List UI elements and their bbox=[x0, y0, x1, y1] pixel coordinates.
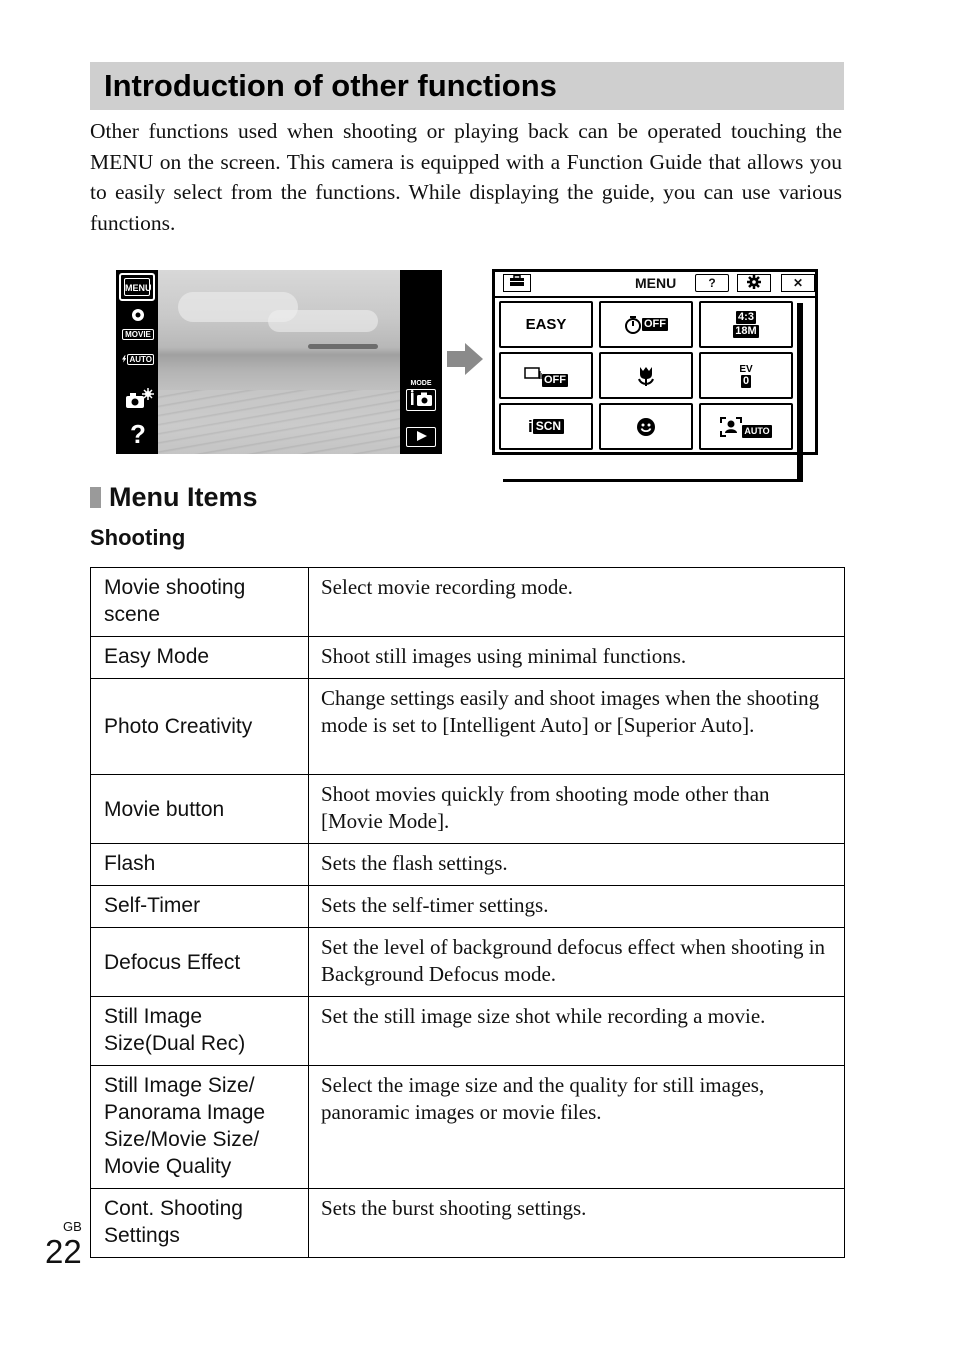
table-row bbox=[91, 844, 845, 886]
exposure-button[interactable] bbox=[699, 352, 793, 399]
table-row bbox=[91, 997, 845, 1066]
table-row bbox=[91, 679, 845, 775]
page-number: 22 bbox=[45, 1233, 82, 1270]
menu-title: MENU bbox=[635, 275, 677, 291]
aspect-badge: 4:3 bbox=[738, 311, 754, 323]
page-region: GB bbox=[63, 1219, 82, 1234]
item-description: Sets the self-timer settings. bbox=[309, 886, 845, 928]
camera-shooting-screen bbox=[116, 270, 442, 454]
toolbox-icon[interactable] bbox=[503, 274, 531, 292]
help-icon[interactable]: ? bbox=[695, 274, 729, 292]
close-icon[interactable]: ✕ bbox=[781, 274, 815, 292]
dual-rec-button[interactable] bbox=[499, 352, 593, 399]
scn-badge: SCN bbox=[533, 419, 564, 434]
help-icon[interactable]: ? bbox=[130, 419, 146, 449]
item-description: Select movie recording mode. bbox=[309, 568, 845, 637]
menu-grid bbox=[499, 301, 795, 451]
table-row bbox=[91, 568, 845, 637]
section-title: Introduction of other functions bbox=[104, 68, 557, 103]
movie-icon[interactable] bbox=[122, 308, 154, 339]
item-name: Movie shooting scene bbox=[91, 568, 309, 637]
table-row bbox=[91, 775, 845, 844]
item-name: Cont. Shooting Settings bbox=[91, 1189, 309, 1258]
movie-label: MOVIE bbox=[122, 329, 154, 340]
shooting-heading: Shooting bbox=[90, 525, 186, 550]
playback-icon[interactable] bbox=[406, 427, 436, 447]
item-name: Flash bbox=[91, 844, 309, 886]
menu-button[interactable] bbox=[119, 273, 155, 301]
flash-label: AUTO bbox=[129, 354, 152, 364]
mode-label: MODE bbox=[410, 380, 432, 387]
item-name: Still Image Size(Dual Rec) bbox=[91, 997, 309, 1066]
self-timer-off-button[interactable] bbox=[599, 301, 693, 348]
item-name: Easy Mode bbox=[91, 637, 309, 679]
scene-recognition-button[interactable] bbox=[699, 403, 793, 450]
menu-items-heading-text: Menu Items bbox=[109, 482, 258, 512]
easy-label: EASY bbox=[525, 316, 567, 333]
smile-icon bbox=[636, 417, 656, 437]
menu-items-table bbox=[90, 567, 845, 1258]
ev-value-badge: 0 bbox=[742, 374, 750, 387]
item-name: Still Image Size/ Panorama Image Size/Movie Size/ Movie Quality bbox=[91, 1066, 309, 1189]
macro-button[interactable] bbox=[599, 352, 693, 399]
self-timer-off-badge: OFF bbox=[644, 318, 666, 330]
heading-marker bbox=[90, 487, 101, 508]
face-frame-icon bbox=[720, 417, 742, 437]
ev-label: EV bbox=[739, 363, 753, 375]
size-badge: 18M bbox=[735, 325, 757, 337]
self-timer-icon bbox=[624, 315, 642, 335]
item-name: Movie button bbox=[91, 775, 309, 844]
scene-selection-button[interactable]: i SCN bbox=[499, 403, 593, 450]
easy-mode-button[interactable] bbox=[499, 301, 593, 348]
dual-rec-off-badge: OFF bbox=[544, 374, 566, 386]
table-row bbox=[91, 637, 845, 679]
camera-menu-screen bbox=[492, 269, 818, 455]
item-description: Shoot movies quickly from shooting mode other than [Movie Mode]. bbox=[309, 775, 845, 844]
menu-items-heading bbox=[90, 482, 258, 513]
menu-button-label: MENU bbox=[124, 278, 150, 296]
macro-tulip-icon bbox=[636, 365, 656, 387]
table-row bbox=[91, 1066, 845, 1189]
table-row bbox=[91, 928, 845, 997]
image-size-button[interactable] bbox=[699, 301, 793, 348]
item-name: Photo Creativity bbox=[91, 679, 309, 775]
menu-top-bar bbox=[495, 272, 815, 298]
item-description: Change settings easily and shoot images when the shooting mode is set to [Intelligent Auto] or [Superior Auto]. bbox=[309, 679, 845, 775]
photo-creativity-icon[interactable] bbox=[124, 388, 154, 410]
item-description: Select the image size and the quality for still images, panoramic images or movie files. bbox=[309, 1066, 845, 1189]
item-description: Set the level of background defocus effect when shooting in Background Defocus mode. bbox=[309, 928, 845, 997]
item-description: Sets the burst shooting settings. bbox=[309, 1189, 845, 1258]
item-name: Defocus Effect bbox=[91, 928, 309, 997]
beach-photo bbox=[158, 270, 400, 454]
table-row bbox=[91, 886, 845, 928]
item-description: Shoot still images using minimal functions. bbox=[309, 637, 845, 679]
settings-gear-icon[interactable] bbox=[737, 274, 771, 292]
flash-auto-icon[interactable] bbox=[122, 350, 154, 368]
face-auto-badge: AUTO bbox=[744, 426, 770, 436]
intelligent-auto-icon[interactable] bbox=[406, 389, 436, 411]
section-title-bar bbox=[90, 62, 844, 110]
table-row bbox=[91, 1189, 845, 1258]
smile-shutter-button[interactable] bbox=[599, 403, 693, 450]
intro-paragraph: Other functions used when shooting or playing back can be operated touching the MENU on the screen. This camera is equipped with a Function Guide that allows you to easily select from the functions. While displaying the guide, you can use various functions. bbox=[90, 119, 842, 235]
dual-rec-icon bbox=[524, 367, 542, 385]
item-description: Sets the flash settings. bbox=[309, 844, 845, 886]
item-name: Self-Timer bbox=[91, 886, 309, 928]
item-description: Set the still image size shot while recording a movie. bbox=[309, 997, 845, 1066]
